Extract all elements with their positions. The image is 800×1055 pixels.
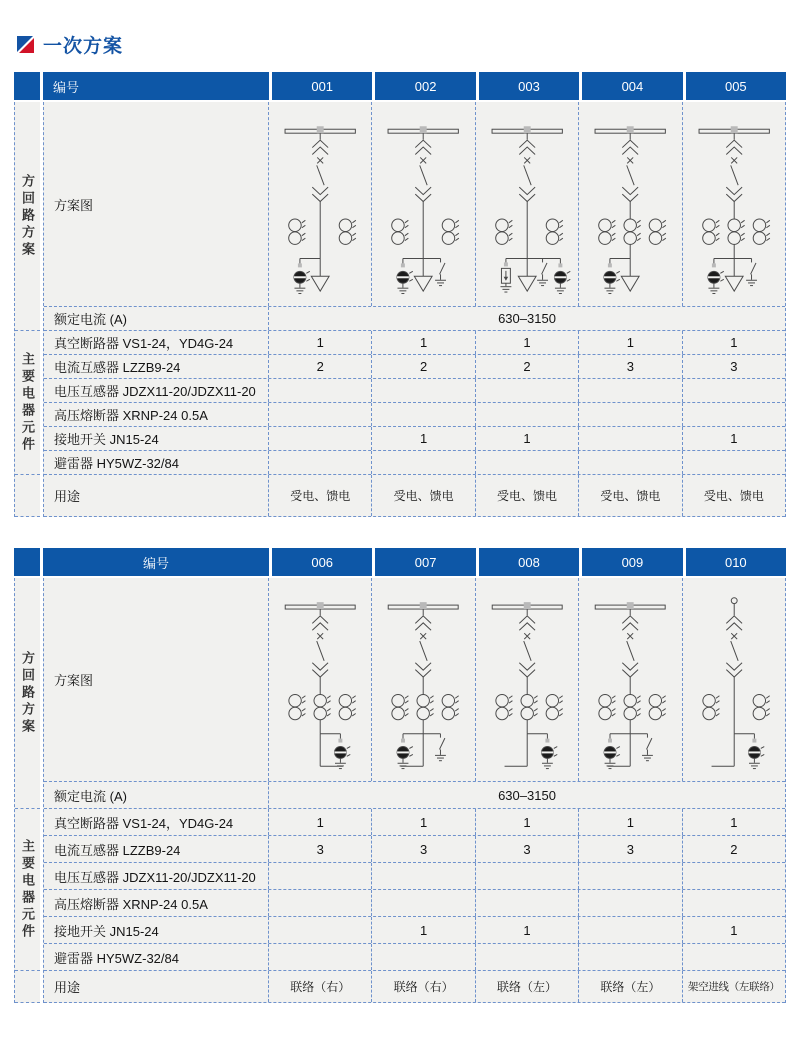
cell-value: 1 [579,809,682,835]
side-label-scheme-circuit: 方回路方案 [20,173,35,259]
side-category-column [14,102,40,517]
row-label: 真空断路器 VS1-24，YD4G-24 [44,331,269,354]
cell-value: 1 [372,809,475,835]
cell-value: 受电、馈电 [476,475,579,516]
scheme-010-diagram [683,578,785,781]
page-title-row [17,31,123,58]
cell-value [579,403,682,426]
cell-value: 3 [269,836,372,862]
row-label: 电压互感器 JDZX11-20/JDZX11-20 [44,379,269,402]
cell-value [269,403,372,426]
cell-value [476,403,579,426]
cell-value [579,890,682,916]
diagram-cell-002 [372,102,475,306]
cell-value: 联络（左） [579,971,682,1002]
cell-value: 受电、馈电 [579,475,682,516]
table-row [44,355,785,379]
side-label-scheme-circuit: 方回路方案 [20,650,35,736]
diagram-row [44,102,785,307]
row-label: 方案图 [44,578,269,781]
scheme-002-diagram [372,102,474,306]
table-row [44,307,785,331]
diagram-cell-001 [269,102,372,306]
row-label: 高压熔断器 XRNP-24 0.5A [44,890,269,916]
cell-value [579,379,682,402]
cell-value: 受电、馈电 [269,475,372,516]
table-row [44,836,785,863]
header-number-label: 编号 [43,72,269,100]
diagram-cell-006 [269,578,372,781]
header-column-005: 005 [686,72,786,100]
side-section-scheme [15,578,40,809]
cell-value [683,944,785,970]
cell-value [683,403,785,426]
cell-value: 3 [730,359,738,374]
cell-value [372,944,475,970]
scheme-001-diagram [269,102,371,306]
cell-value [372,890,475,916]
cell-value: 3 [476,836,579,862]
scheme-008-diagram [476,578,578,781]
row-label: 避雷器 HY5WZ-32/84 [44,944,269,970]
scheme-004-diagram [579,102,681,306]
cell-value: 2 [476,355,579,378]
cell-value: 联络（右） [372,971,475,1002]
cell-value [269,917,372,943]
cell-value: 1 [372,331,475,354]
scheme-006-diagram [269,578,371,781]
table-row [44,890,785,917]
header-number-label: 编号 [43,548,269,576]
cell-value: 受电、馈电 [703,489,764,503]
cell-value [269,944,372,970]
cell-value [579,917,682,943]
header-column-002: 002 [375,72,475,100]
header-corner-cell [14,548,40,576]
diagram-cell-004 [579,102,682,306]
cell-value [372,379,475,402]
cell-value [269,890,372,916]
side-category-column [14,578,40,1003]
side-label-main-components: 主要电器元件 [20,351,35,454]
row-label: 电流互感器 LZZB9-24 [44,355,269,378]
header-column-001: 001 [272,72,372,100]
cell-value [683,379,785,402]
diagram-cell-005 [683,102,785,306]
cell-value: 1 [476,331,579,354]
header-column-003: 003 [479,72,579,100]
header-column-004: 004 [582,72,682,100]
cell-value [372,403,475,426]
cell-value [579,944,682,970]
scheme-005-diagram [683,102,785,306]
cell-value: 受电、馈电 [372,475,475,516]
side-section-use [15,475,40,517]
cell-value: 1 [269,331,372,354]
cell-value: 1 [476,809,579,835]
row-label: 用途 [44,971,269,1002]
cell-value [476,379,579,402]
row-label: 用途 [44,475,269,516]
side-section-use [15,971,40,1003]
cell-value: 2 [372,355,475,378]
cell-value: 1 [730,922,738,938]
table-row [44,379,785,403]
row-label: 接地开关 JN15-24 [44,917,269,943]
row-label: 避雷器 HY5WZ-32/84 [44,451,269,474]
cell-value [683,451,785,474]
row-label: 额定电流 (A) [44,307,269,330]
header-column-007: 007 [375,548,475,576]
cell-value: 1 [476,427,579,450]
cell-value: 联络（左） [476,971,579,1002]
row-label: 方案图 [44,102,269,306]
diagram-cell-003 [476,102,579,306]
cell-value [372,863,475,889]
table-row [44,809,785,836]
cell-value: 3 [372,836,475,862]
table-main-column [43,102,786,517]
table-row [44,403,785,427]
cell-value: 联络（右） [269,971,372,1002]
row-label: 高压熔断器 XRNP-24 0.5A [44,403,269,426]
table-row [44,917,785,944]
side-section-components [15,331,40,475]
table-row [44,863,785,890]
row-label: 真空断路器 VS1-24，YD4G-24 [44,809,269,835]
table-body [14,578,786,1003]
cell-value [579,427,682,450]
cell-value: 1 [372,917,475,943]
cell-value [579,451,682,474]
table-body [14,102,786,517]
row-label: 接地开关 JN15-24 [44,427,269,450]
cell-value: 1 [372,427,475,450]
table-row [44,475,785,517]
cell-value [476,451,579,474]
scheme-table-006-010 [14,548,786,1003]
cell-value [372,451,475,474]
cell-merged-value: 630–3150 [498,787,556,803]
row-label: 额定电流 (A) [44,782,269,808]
cell-value [269,451,372,474]
diagram-row [44,578,785,782]
scheme-007-diagram [372,578,474,781]
row-label: 电流互感器 LZZB9-24 [44,836,269,862]
diagram-cell-009 [579,578,682,781]
cell-value: 1 [730,814,738,830]
cell-value [269,863,372,889]
cell-value: 2 [269,355,372,378]
diagram-cell-007 [372,578,475,781]
row-label: 电压互感器 JDZX11-20/JDZX11-20 [44,863,269,889]
table-main-column [43,578,786,1003]
table-row [44,782,785,809]
cell-value: 1 [730,335,738,350]
scheme-table-001-005 [14,72,786,517]
side-section-components [15,809,40,971]
table-header-row [14,548,786,576]
cell-value: 2 [730,841,738,857]
table-row [44,451,785,475]
diagram-cell-008 [476,578,579,781]
cell-value [683,863,785,889]
cell-value [476,944,579,970]
title-marker-icon [17,36,34,53]
side-label-main-components: 主要电器元件 [20,838,35,941]
table-row [44,971,785,1003]
cell-value [579,863,682,889]
scheme-009-diagram [579,578,681,781]
cell-value [683,890,785,916]
cell-merged-value: 630–3150 [498,311,556,326]
cell-value: 1 [579,331,682,354]
table-row [44,944,785,971]
cell-value [269,427,372,450]
header-corner-cell [14,72,40,100]
table-row [44,331,785,355]
cell-value: 3 [579,836,682,862]
side-section-scheme [15,102,40,331]
cell-value: 架空进线（左联络） [687,981,780,993]
table-header-row [14,72,786,100]
cell-value [269,379,372,402]
cell-value: 1 [476,917,579,943]
cell-value: 1 [269,809,372,835]
cell-value: 1 [730,431,738,446]
header-column-009: 009 [582,548,682,576]
header-column-006: 006 [272,548,372,576]
page-title: 一次方案 [43,36,124,57]
table-row [44,427,785,451]
cell-value [476,890,579,916]
header-column-010: 010 [686,548,786,576]
diagram-cell-010 [683,578,785,781]
cell-value [476,863,579,889]
cell-value: 3 [579,355,682,378]
header-column-008: 008 [479,548,579,576]
scheme-003-diagram [476,102,578,306]
